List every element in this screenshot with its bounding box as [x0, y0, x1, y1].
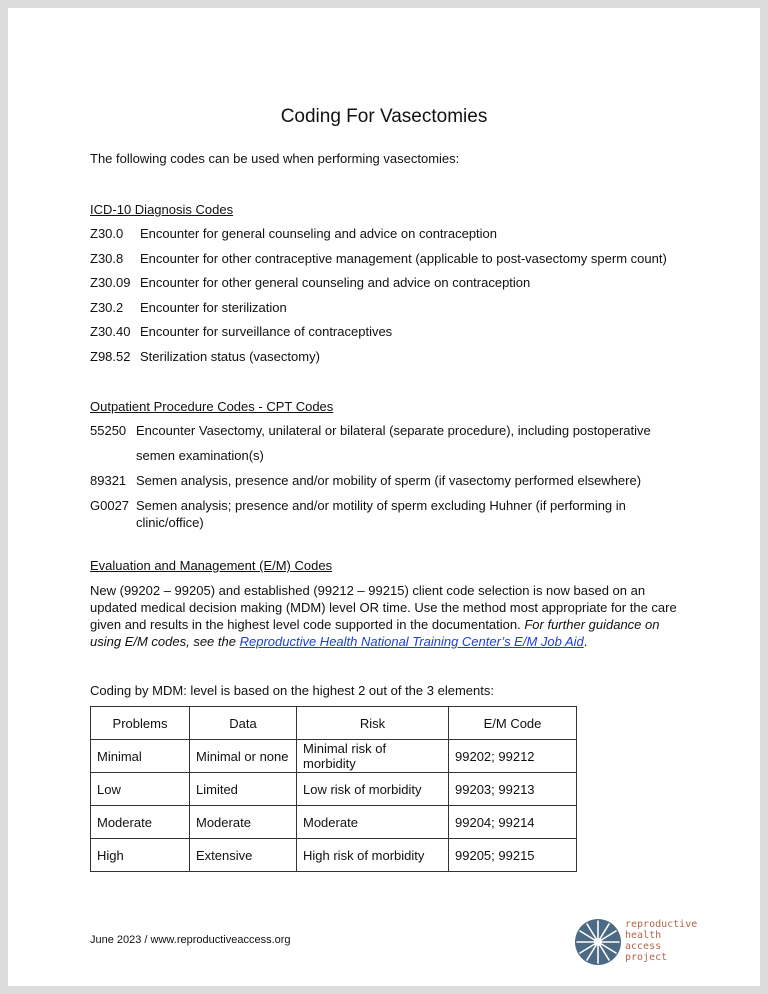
rhap-logo-icon	[574, 918, 622, 966]
icd-row	[90, 226, 690, 241]
table-cell: 99202; 99212	[449, 740, 577, 773]
table-cell: Minimal risk of morbidity	[297, 740, 449, 773]
icd-heading: ICD-10 Diagnosis Codes	[90, 202, 234, 217]
mdm-text: : level is based on the highest 2 out of the 3 elements:	[183, 683, 494, 698]
em-text: ) and established (	[210, 583, 318, 598]
table-cell: High	[91, 839, 190, 872]
table-header: Problems	[91, 707, 190, 740]
icd-row	[90, 324, 690, 339]
em-text: New (	[90, 583, 124, 598]
icd-code: Z98.52	[90, 349, 131, 364]
em-text: .	[583, 634, 588, 649]
icd-desc: Sterilization status (vasectomy)	[140, 349, 320, 364]
table-cell: 99205; 99215	[449, 839, 577, 872]
cpt-code: 89321	[90, 473, 127, 488]
footer-text: June 2023 / www.reproductiveaccess.org	[90, 934, 291, 946]
mdm-table	[90, 706, 577, 872]
table-cell: 99204; 99214	[449, 806, 577, 839]
table-cell: Minimal or none	[190, 740, 297, 773]
page-title: Coding For Vasectomies	[280, 106, 488, 127]
cpt-desc: clinic/office)	[136, 515, 204, 530]
table-row	[91, 773, 577, 806]
icd-code: Z30.0	[90, 226, 124, 241]
icd-row	[90, 275, 690, 290]
logo-line: project	[625, 952, 668, 963]
table-cell: Moderate	[190, 806, 297, 839]
em-text: ) client code selection is now based on an updated medical decision making (MDM) level OR time. Use the method most appropriate for the care given and results in the highest level code supported in the documentation.	[90, 583, 677, 632]
table-cell: High risk of morbidity	[297, 839, 449, 872]
table-header-row	[91, 707, 577, 740]
icd-row	[90, 300, 690, 315]
cpt-row	[90, 473, 690, 488]
logo-line: access	[625, 941, 662, 952]
table-header: Risk	[297, 707, 449, 740]
table-cell: Moderate	[297, 806, 449, 839]
cpt-code: 55250	[90, 423, 127, 438]
document-page	[8, 8, 760, 986]
table-row	[91, 806, 577, 839]
cpt-desc: semen examination(s)	[136, 448, 264, 463]
logo-line: health	[625, 930, 662, 941]
em-heading: Evaluation and Management (E/M) Codes	[90, 558, 333, 573]
icd-code: Z30.2	[90, 300, 124, 315]
logo-line: reproductive	[625, 919, 698, 930]
icd-row	[90, 349, 690, 364]
cpt-desc: Encounter Vasectomy, unilateral or bilateral (separate procedure), including postoperative	[136, 423, 651, 438]
em-paragraph	[90, 582, 690, 650]
table-cell: Extensive	[190, 839, 297, 872]
cpt-row	[90, 498, 690, 513]
cpt-heading: Outpatient Procedure Codes - CPT Codes	[90, 399, 334, 414]
cpt-desc: Semen analysis, presence and/or mobility of sperm (if vasectomy performed elsewhere)	[136, 473, 642, 488]
intro-text: The following codes can be used when performing vasectomies:	[90, 151, 460, 166]
table-row	[91, 740, 577, 773]
table-header: Data	[190, 707, 297, 740]
icd-desc: Encounter for sterilization	[140, 300, 287, 315]
icd-code: Z30.40	[90, 324, 131, 339]
icd-desc: Encounter for other contraceptive management (applicable to post-vasectomy sperm count)	[140, 251, 667, 266]
icd-desc: Encounter for surveillance of contraceptives	[140, 324, 393, 339]
sunburst-logo-mark	[574, 918, 622, 966]
icd-desc: Encounter for general counseling and advice on contraception	[140, 226, 498, 241]
table-cell: Low	[91, 773, 190, 806]
table-cell: Low risk of morbidity	[297, 773, 449, 806]
table-cell: Limited	[190, 773, 297, 806]
icd-desc: Encounter for other general counseling and advice on contraception	[140, 275, 531, 290]
em-guidance-text: For further guidance on using E/M codes, see the	[90, 617, 660, 649]
em-range-established: 99212 – 99215	[317, 583, 405, 598]
table-row	[91, 839, 577, 872]
table-cell: Minimal	[91, 740, 190, 773]
table-cell: 99203; 99213	[449, 773, 577, 806]
cpt-row	[90, 423, 690, 438]
mdm-intro	[90, 683, 494, 698]
logo-wordmark	[625, 919, 697, 963]
mdm-label: Coding by MDM	[90, 683, 184, 698]
table-header: E/M Code	[449, 707, 577, 740]
icd-row	[90, 251, 690, 266]
em-range-new: 99202 – 99205	[123, 583, 211, 598]
icd-code: Z30.8	[90, 251, 124, 266]
cpt-code: G0027	[90, 498, 130, 513]
cpt-desc: Semen analysis; presence and/or motility of sperm excluding Huhner (if performing in	[136, 498, 626, 513]
em-job-aid-link[interactable]: Reproductive Health National Training Center’s E/M Job Aid	[239, 634, 584, 649]
icd-code: Z30.09	[90, 275, 131, 290]
table-cell: Moderate	[91, 806, 190, 839]
